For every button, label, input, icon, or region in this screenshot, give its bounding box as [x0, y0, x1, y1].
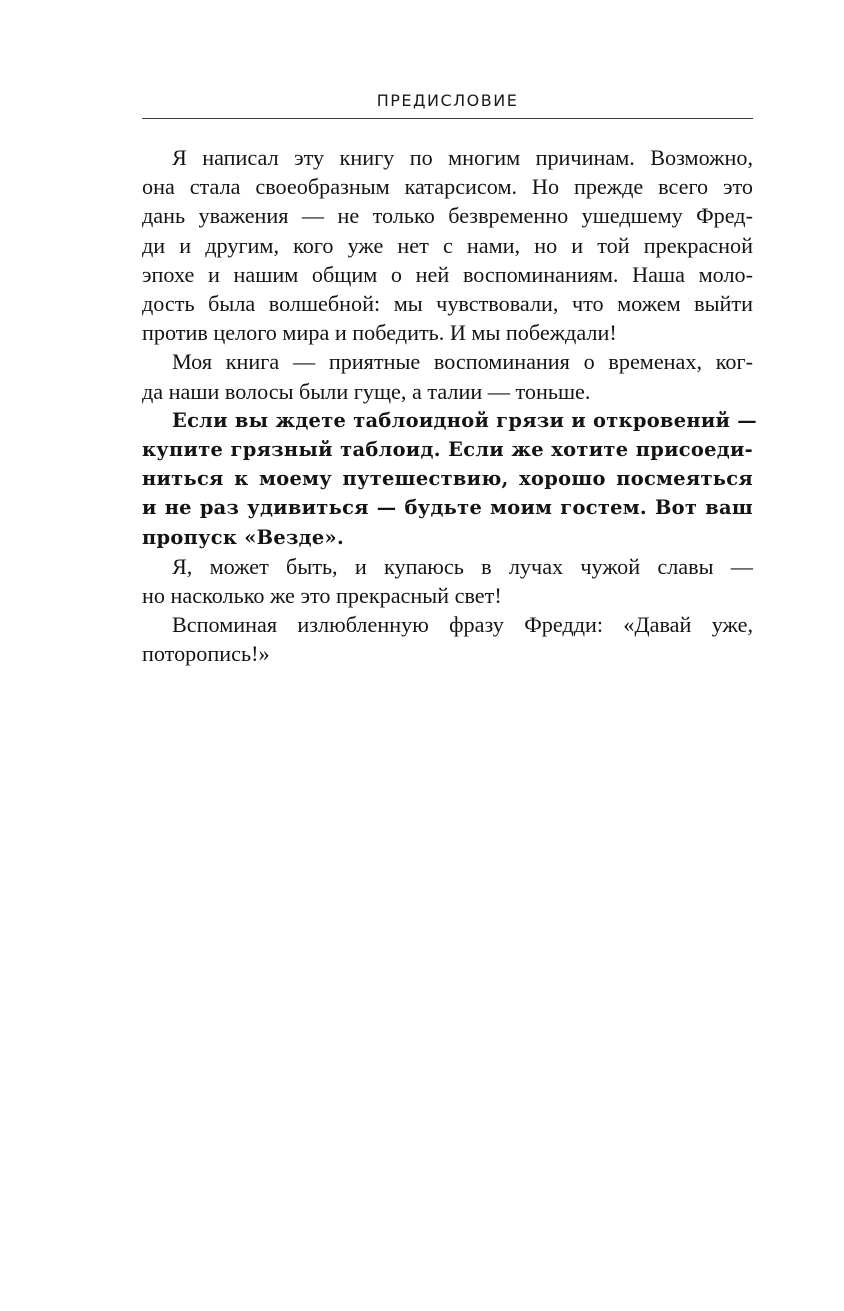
paragraph-2 [142, 347, 753, 405]
text-line: против целого мира и победить. И мы побеждали! [142, 320, 617, 346]
text-line: Я написал эту книгу по многим причинам. Возможно, [172, 145, 753, 170]
paragraph-1 [142, 143, 753, 347]
chapter-title: ПРЕДИСЛОВИЕ [376, 91, 519, 110]
text-line: пропуск «Везде». [142, 525, 345, 549]
text-line: Моя книга — приятные воспоминания о временах, ког- [172, 349, 753, 375]
text-line: она стала своеобразным катарсисом. Но прежде всего это [142, 174, 753, 200]
text-line: Если вы ждете таблоидной грязи и откровений — [172, 408, 757, 432]
paragraph-3-bold [142, 406, 757, 552]
body-text [142, 143, 757, 669]
text-line: но насколько же это прекрасный свет! [142, 583, 502, 609]
text-line: Вспоминая излюбленную фразу Фредди: «Давай уже, [172, 612, 753, 638]
text-line: эпохе и нашим общим о ней воспоминаниям. Наша моло- [142, 261, 753, 287]
running-header [142, 88, 753, 119]
paragraph-4 [142, 552, 753, 610]
text-line: да наши волосы были гуще, а талии — тоньше. [142, 378, 591, 404]
text-line: ди и другим, кого уже нет с нами, но и той прекрасной [142, 232, 753, 258]
paragraph-5 [142, 610, 753, 668]
text-line: купите грязный таблоид. Если же хотите присоеди- [142, 438, 753, 462]
text-line: дань уважения — не только безвременно ушедшему Фред- [142, 203, 753, 229]
text-line: Я, может быть, и купаюсь в лучах чужой славы — [172, 553, 753, 579]
text-line: и не раз удивиться — будьте моим гостем. Вот ваш [142, 496, 753, 520]
text-line: ниться к моему путешествию, хорошо посмеяться [142, 467, 753, 491]
text-line: поторопись!» [142, 641, 270, 667]
text-line: дость была волшебной: мы чувствовали, что можем выйти [142, 291, 753, 317]
